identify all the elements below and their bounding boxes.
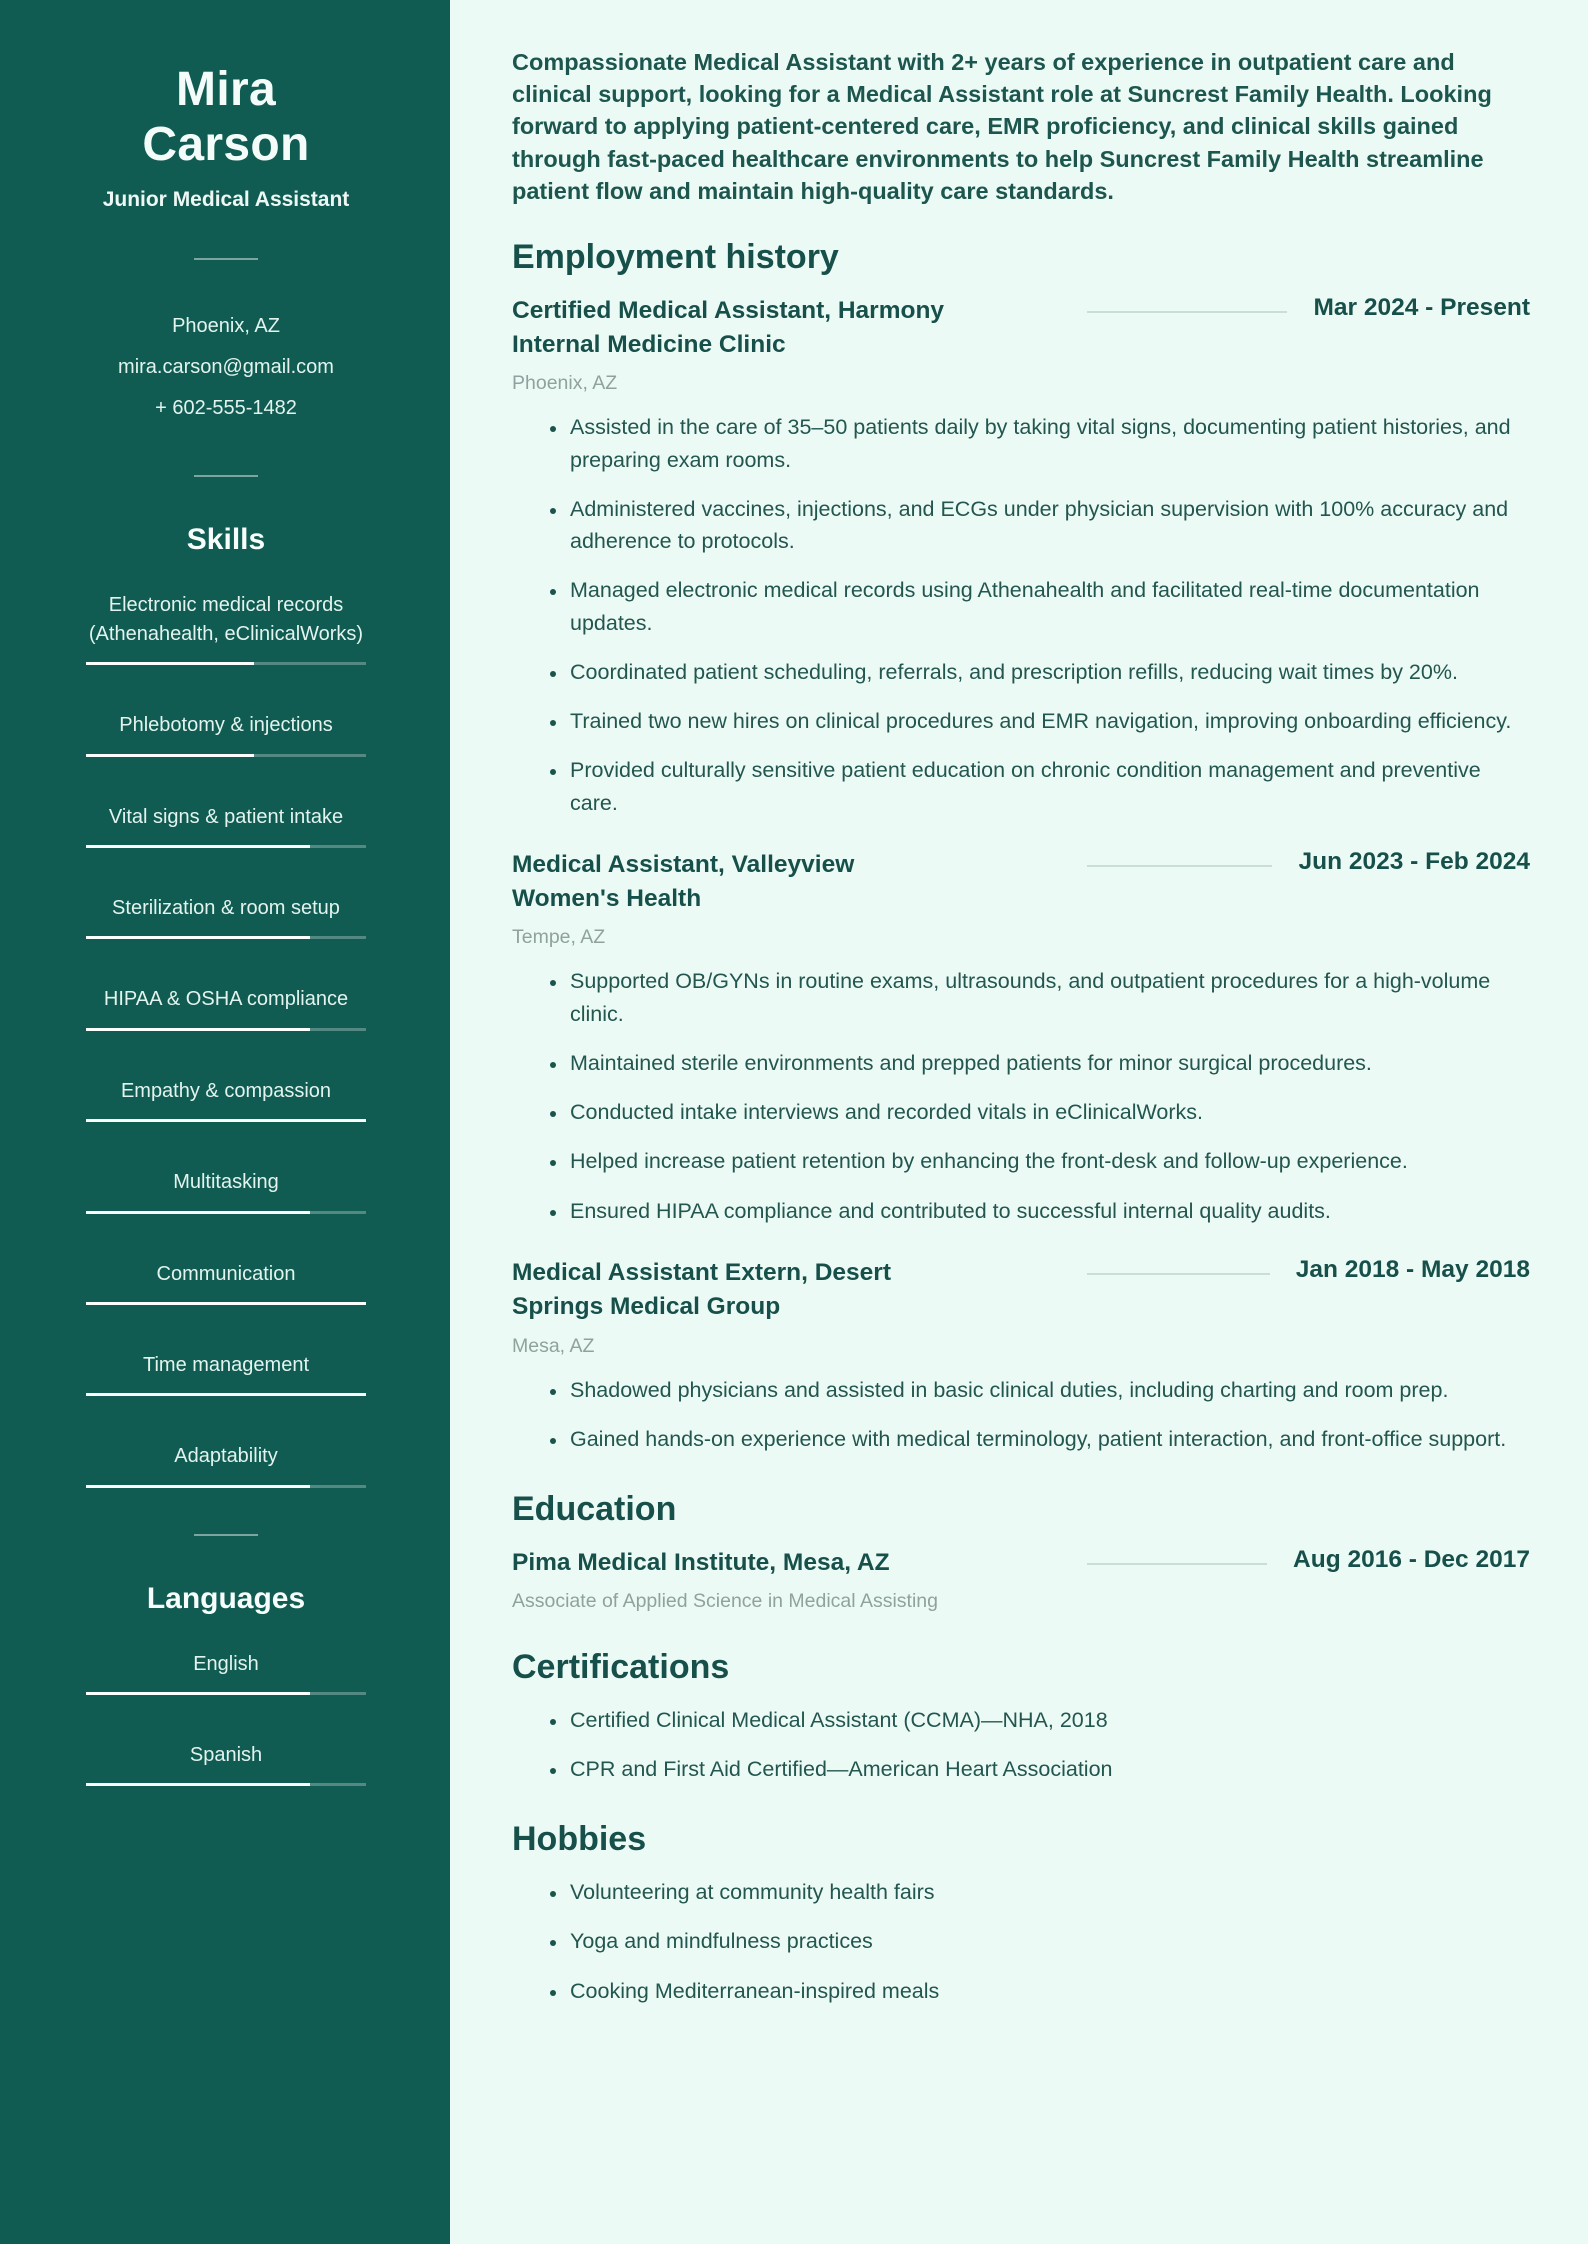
language-item	[86, 1741, 366, 1786]
skill-label: Electronic medical records (Athenahealth, eClinicalWorks)	[88, 594, 364, 645]
skill-level-bar	[86, 1028, 366, 1031]
skill-level-fill	[86, 1302, 366, 1305]
job-location: Tempe, AZ	[512, 926, 606, 949]
education-school: Pima Medical Institute, Mesa, AZ	[512, 1548, 890, 1576]
skill-level-fill	[86, 1393, 366, 1396]
skill-label: Phlebotomy & injections	[119, 714, 333, 737]
skill-item	[86, 1442, 366, 1487]
job-location: Phoenix, AZ	[512, 372, 618, 395]
skill-level-fill	[86, 1119, 366, 1122]
skill-level-fill	[86, 1211, 310, 1214]
certification-item: • Certified Clinical Medical Assistant (CCMA)—NHA, 2018	[568, 1704, 1530, 1736]
job-bullet: • Assisted in the care of 35–50 patients daily by taking vital signs, documenting patient histories, and preparing exam rooms.	[568, 411, 1530, 476]
skill-item	[86, 1077, 366, 1122]
hobbies-list	[512, 1876, 1530, 2007]
job-location: Mesa, AZ	[512, 1334, 595, 1357]
job-bullet: • Ensured HIPAA compliance and contributed to successful internal quality audits.	[568, 1195, 1530, 1227]
language-label: English	[193, 1652, 259, 1675]
skill-item	[86, 711, 366, 756]
language-level-fill	[86, 1692, 310, 1695]
skill-level-bar	[86, 1119, 366, 1122]
job-title: Medical Assistant, Valleyview Women's Health	[512, 850, 855, 913]
profile-summary: Compassionate Medical Assistant with 2+ years of experience in outpatient care and clinical support, looking for a Medical Assistant role at Suncrest Family Health. Looking forward to applying patient-centered care, EMR proficiency, and clinical skills gained through fast-paced healthcare environments to help Suncrest Family Health streamline patient flow and maintain high-quality care standards.	[512, 49, 1492, 204]
skills-heading: Skills	[186, 523, 266, 557]
languages-heading: Languages	[146, 1581, 306, 1615]
skill-level-bar	[86, 1211, 366, 1214]
skill-label: Empathy & compassion	[120, 1079, 332, 1102]
skill-level-fill	[86, 936, 310, 939]
job-header	[512, 282, 1530, 363]
contact-email: mira.carson@gmail.com	[118, 356, 334, 379]
sidebar-divider	[194, 475, 258, 477]
hobbies-heading: Hobbies	[512, 1820, 647, 1859]
job-bullets	[512, 1374, 1530, 1456]
job-dates: Jun 2023 - Feb 2024	[1298, 847, 1530, 875]
divider-line	[1087, 1563, 1267, 1565]
person-name: Mira Carson	[142, 63, 310, 172]
skill-label: Sterilization & room setup	[112, 896, 340, 919]
language-level-bar	[86, 1692, 366, 1695]
hobby-item: • Volunteering at community health fairs	[568, 1876, 1530, 1908]
divider-line	[1087, 311, 1287, 313]
hobby-item: • Yoga and mindfulness practices	[568, 1925, 1530, 1957]
education-dates: Aug 2016 - Dec 2017	[1293, 1545, 1530, 1573]
skill-level-bar	[86, 845, 366, 848]
skill-item	[86, 591, 366, 665]
person-job-title: Junior Medical Assistant	[102, 188, 350, 212]
skill-label: Time management	[143, 1353, 309, 1376]
skill-label: Multitasking	[173, 1171, 279, 1194]
job-header	[512, 836, 1530, 917]
skill-level-fill	[86, 1485, 310, 1488]
job-bullet: • Trained two new hires on clinical procedures and EMR navigation, improving onboarding efficiency.	[568, 705, 1530, 737]
job-bullets	[512, 411, 1530, 819]
divider-line	[1087, 1273, 1270, 1275]
skill-level-bar	[86, 1485, 366, 1488]
contact-location: Phoenix, AZ	[172, 315, 280, 338]
skill-level-bar	[86, 936, 366, 939]
skill-item	[86, 1351, 366, 1396]
job-bullets	[512, 965, 1530, 1227]
job-bullet: • Helped increase patient retention by enhancing the front-desk and follow-up experience.	[568, 1145, 1530, 1177]
divider-line	[1087, 865, 1272, 867]
job-bullet: • Gained hands-on experience with medical terminology, patient interaction, and front-office support.	[568, 1423, 1530, 1455]
skill-label: Adaptability	[174, 1445, 278, 1468]
skill-label: HIPAA & OSHA compliance	[103, 988, 349, 1011]
job-bullet: • Maintained sterile environments and prepped patients for minor surgical procedures.	[568, 1047, 1530, 1079]
language-item	[86, 1650, 366, 1695]
contact-phone: + 602-555-1482	[155, 397, 297, 420]
job-dates: Jan 2018 - May 2018	[1295, 1255, 1530, 1283]
skill-level-fill	[86, 662, 254, 665]
certifications-list	[512, 1704, 1530, 1786]
contact-block	[86, 306, 366, 429]
language-level-fill	[86, 1783, 310, 1786]
language-level-bar	[86, 1783, 366, 1786]
skill-level-bar	[86, 662, 366, 665]
skill-level-bar	[86, 1393, 366, 1396]
employment-history-heading: Employment history	[512, 237, 839, 276]
job-header	[512, 1244, 1530, 1325]
job-bullet: • Conducted intake interviews and recorded vitals in eClinicalWorks.	[568, 1096, 1530, 1128]
job-title: Medical Assistant Extern, Desert Springs Medical Group	[512, 1258, 891, 1321]
skill-level-bar	[86, 754, 366, 757]
job-bullet: • Managed electronic medical records using Athenahealth and facilitated real-time documentation updates.	[568, 574, 1530, 639]
skill-level-fill	[86, 845, 310, 848]
job-bullet: • Coordinated patient scheduling, referrals, and prescription refills, reducing wait times by 20%.	[568, 656, 1530, 688]
language-label: Spanish	[189, 1744, 263, 1767]
job-entry	[512, 1244, 1530, 1455]
skill-item	[86, 1260, 366, 1305]
job-dates: Mar 2024 - Present	[1313, 293, 1530, 321]
sidebar	[0, 0, 450, 2244]
skill-label: Communication	[156, 1262, 296, 1285]
main-content	[450, 0, 1588, 2244]
job-bullet: • Provided culturally sensitive patient education on chronic condition management and preventive care.	[568, 754, 1530, 819]
job-entry	[512, 282, 1530, 819]
job-title: Certified Medical Assistant, Harmony Internal Medicine Clinic	[512, 296, 945, 359]
job-bullet: • Administered vaccines, injections, and ECGs under physician supervision with 100% accuracy and adherence to protocols.	[568, 493, 1530, 558]
job-bullet: • Shadowed physicians and assisted in basic clinical duties, including charting and room prep.	[568, 1374, 1530, 1406]
education-entry	[512, 1534, 1530, 1613]
skill-label: Vital signs & patient intake	[108, 805, 344, 828]
education-heading: Education	[512, 1490, 677, 1529]
sidebar-divider	[194, 258, 258, 260]
skill-item	[86, 1168, 366, 1213]
skill-item	[86, 894, 366, 939]
job-entry	[512, 836, 1530, 1227]
sidebar-divider	[194, 1534, 258, 1536]
skill-item	[86, 803, 366, 848]
skill-item	[86, 985, 366, 1030]
education-degree: Associate of Applied Science in Medical Assisting	[512, 1590, 938, 1613]
job-bullet: • Supported OB/GYNs in routine exams, ultrasounds, and outpatient procedures for a high-volume clinic.	[568, 965, 1530, 1030]
skill-level-bar	[86, 1302, 366, 1305]
education-header	[512, 1534, 1530, 1580]
hobby-item: • Cooking Mediterranean-inspired meals	[568, 1975, 1530, 2007]
skill-level-fill	[86, 1028, 310, 1031]
certification-item: • CPR and First Aid Certified—American Heart Association	[568, 1753, 1530, 1785]
skill-level-fill	[86, 754, 254, 757]
certifications-heading: Certifications	[512, 1648, 730, 1687]
